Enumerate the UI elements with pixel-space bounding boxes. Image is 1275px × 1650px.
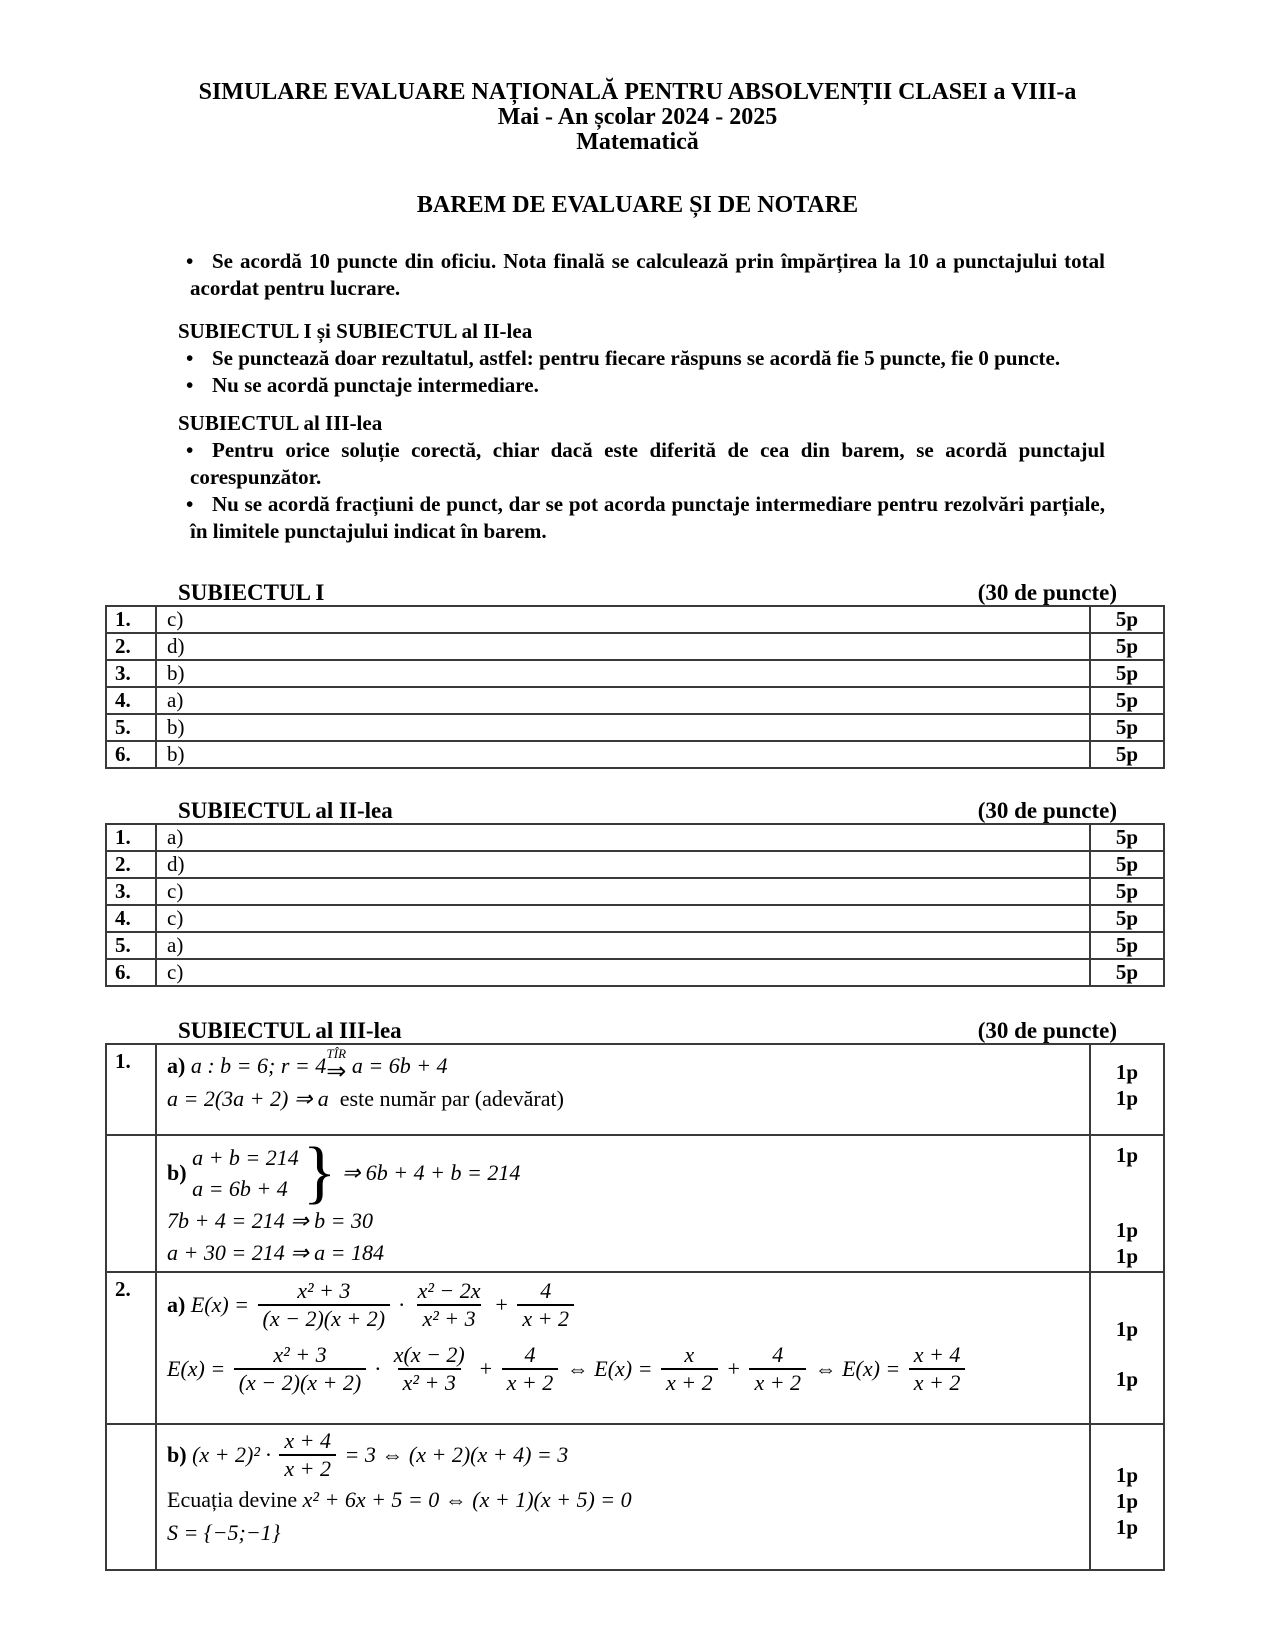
title-line-1: SIMULARE EVALUARE NAȚIONALĂ PENTRU ABSOLVENȚII CLASEI a VIII-a [198, 79, 1077, 105]
solution-steps [157, 1425, 1091, 1569]
row-points [1091, 1273, 1163, 1423]
points-value: 1p [1115, 1367, 1139, 1391]
row-points: 5p [1115, 879, 1139, 903]
subject3-points-label: (30 de puncte) [977, 1018, 1117, 1043]
table-row [107, 825, 1163, 852]
row-answer: c) [157, 879, 1091, 904]
points-value: 1p [1115, 1515, 1139, 1539]
math-line: 7b + 4 = 214 ⇒ b = 30 [167, 1208, 373, 1233]
row-points: 5p [1115, 607, 1139, 631]
table-row [107, 715, 1163, 742]
row-number: 5. [107, 715, 157, 740]
points-value: 1p [1115, 1060, 1139, 1084]
table-row [107, 607, 1163, 634]
row-number [107, 1136, 157, 1271]
row-points: 5p [1115, 933, 1139, 957]
math-line: b) a + b = 214 a = 6b + 4 } ⇒ 6b + 4 + b = 214 [167, 1134, 521, 1211]
row-points: 5p [1115, 634, 1139, 658]
row-answer: a) [157, 825, 1091, 850]
table-row [107, 852, 1163, 879]
row-answer: d) [157, 852, 1091, 877]
row-answer: a) [157, 688, 1091, 713]
row-number: 3. [107, 879, 157, 904]
points-value: 1p [1115, 1218, 1139, 1242]
section-3-rule: • Pentru orice soluție corectă, chiar dacă este diferită de cea din barem, se acordă punctajul corespunzător. [190, 437, 1105, 491]
subject1-title: SUBIECTUL I [178, 580, 325, 605]
row-points: 5p [1115, 960, 1139, 984]
table-row [107, 933, 1163, 960]
points-value: 1p [1115, 1143, 1139, 1167]
row-points: 5p [1115, 688, 1139, 712]
math-line: a + 30 = 214 ⇒ a = 184 [167, 1240, 384, 1265]
table-row [107, 688, 1163, 715]
row-answer: d) [157, 634, 1091, 659]
section-1-2-rule: • Nu se acordă punctaje intermediare. [190, 372, 1105, 399]
subject1-heading [105, 581, 1165, 604]
points-value: 1p [1115, 1317, 1139, 1341]
row-points: 5p [1115, 852, 1139, 876]
row-points: 5p [1115, 825, 1139, 849]
row-points [1091, 1425, 1163, 1569]
intro-rules [105, 248, 1105, 545]
points-value: 1p [1115, 1489, 1139, 1513]
math-line: Ecuația devine x² + 6x + 5 = 0 ⇔ (x + 1)(x + 5) = 0 [167, 1487, 632, 1512]
subject1-table [105, 605, 1165, 769]
barem-row-1a [107, 1045, 1163, 1136]
subject3-table [105, 1043, 1165, 1571]
math-line: E(x) = $\frac{\text{x² + 3}}{(x - 2)(x + 2)}$ · $\frac{x(x - 2)}{\text{x² + 3}}$ + $\frac{4}{x + 2}$ ⇔ E(x) = $\frac{x}{x + 2}$ + $\frac{4}{x + 2}$ ⇔ E(x) = $\frac{x + 4}{x + 2}$ [167, 1342, 1089, 1396]
solution-steps [157, 1045, 1091, 1134]
row-points [1091, 1136, 1163, 1271]
subject2-points-label: (30 de puncte) [977, 798, 1117, 823]
subject2-heading [105, 799, 1165, 822]
barem-row-2a [107, 1273, 1163, 1425]
math-line: b) (x + 2)² · $\frac{x + 4}{x + 2}$ = 3 ⇔ (x + 2)(x + 4) = 3 [167, 1428, 569, 1481]
subject3-title: SUBIECTUL al III-lea [178, 1018, 402, 1043]
title-line-3: Matematică [576, 129, 699, 155]
table-row [107, 906, 1163, 933]
row-answer: c) [157, 960, 1091, 985]
points-value: 1p [1115, 1463, 1139, 1487]
general-rule-bullet: • Se acordă 10 puncte din oficiu. Nota finală se calculează prin împărțirea la 10 a punctajului total acordat pentru lucrare. [190, 248, 1105, 302]
row-number: 1. [107, 825, 157, 850]
table-row [107, 879, 1163, 906]
table-row [107, 634, 1163, 661]
row-points [1091, 1045, 1163, 1134]
row-answer: b) [157, 661, 1091, 686]
math-line: a) E(x) = $\frac{\text{x² + 3}}{(x - 2)(x + 2)}$ · $\frac{\text{x² − 2x}}{\text{x² + 3}}$ + $\frac{4}{x + 2}$ [167, 1278, 1089, 1332]
math-line: S = {−5;−1} [167, 1520, 281, 1545]
row-answer: a) [157, 933, 1091, 958]
row-number: 2. [107, 852, 157, 877]
points-value: 1p [1115, 1244, 1139, 1268]
row-number: 6. [107, 960, 157, 985]
row-number: 2. [107, 1273, 157, 1423]
row-points: 5p [1115, 715, 1139, 739]
row-points: 5p [1115, 742, 1139, 766]
row-answer: b) [157, 742, 1091, 767]
row-points: 5p [1115, 906, 1139, 930]
barem-heading: BAREM DE EVALUARE ȘI DE NOTARE [416, 192, 859, 218]
row-number: 6. [107, 742, 157, 767]
solution-steps [157, 1273, 1091, 1423]
row-number: 3. [107, 661, 157, 686]
section-1-2-rule: • Se punctează doar rezultatul, astfel: pentru fiecare răspuns se acordă fie 5 puncte, fie 0 puncte. [190, 345, 1105, 372]
row-answer: b) [157, 715, 1091, 740]
solution-steps [157, 1136, 1091, 1271]
points-value: 1p [1115, 1086, 1139, 1110]
table-row [107, 661, 1163, 688]
table-row [107, 960, 1163, 985]
row-number: 1. [107, 607, 157, 632]
row-answer: c) [157, 906, 1091, 931]
math-line: a = 2(3a + 2) ⇒ a este număr par (adevărat) [167, 1086, 564, 1111]
row-number: 1. [107, 1045, 157, 1134]
barem-row-2b [107, 1425, 1163, 1569]
section-1-2-label: SUBIECTUL I și SUBIECTUL al II-lea [178, 319, 533, 343]
row-number: 4. [107, 688, 157, 713]
row-number [107, 1425, 157, 1569]
document-header [0, 80, 1275, 155]
barem-row-1b [107, 1136, 1163, 1273]
math-line: a) a : b = 6; r = 4 TÎR ⇒ a = 6b + 4 [167, 1046, 448, 1085]
title-line-2: Mai - An școlar 2024 - 2025 [497, 104, 778, 130]
row-number: 2. [107, 634, 157, 659]
section-3-rule: • Nu se acordă fracțiuni de punct, dar se pot acorda punctaje intermediare pentru rezolvări parțiale, în limitele punctajului indicat în barem. [190, 491, 1105, 545]
row-number: 4. [107, 906, 157, 931]
table-row [107, 742, 1163, 767]
subject2-title: SUBIECTUL al II-lea [178, 798, 393, 823]
subject1-points-label: (30 de puncte) [977, 580, 1117, 605]
row-number: 5. [107, 933, 157, 958]
section-3-label: SUBIECTUL al III-lea [178, 411, 383, 435]
subject3-heading [105, 1019, 1165, 1042]
row-answer: c) [157, 607, 1091, 632]
subject2-table [105, 823, 1165, 987]
row-points: 5p [1115, 661, 1139, 685]
